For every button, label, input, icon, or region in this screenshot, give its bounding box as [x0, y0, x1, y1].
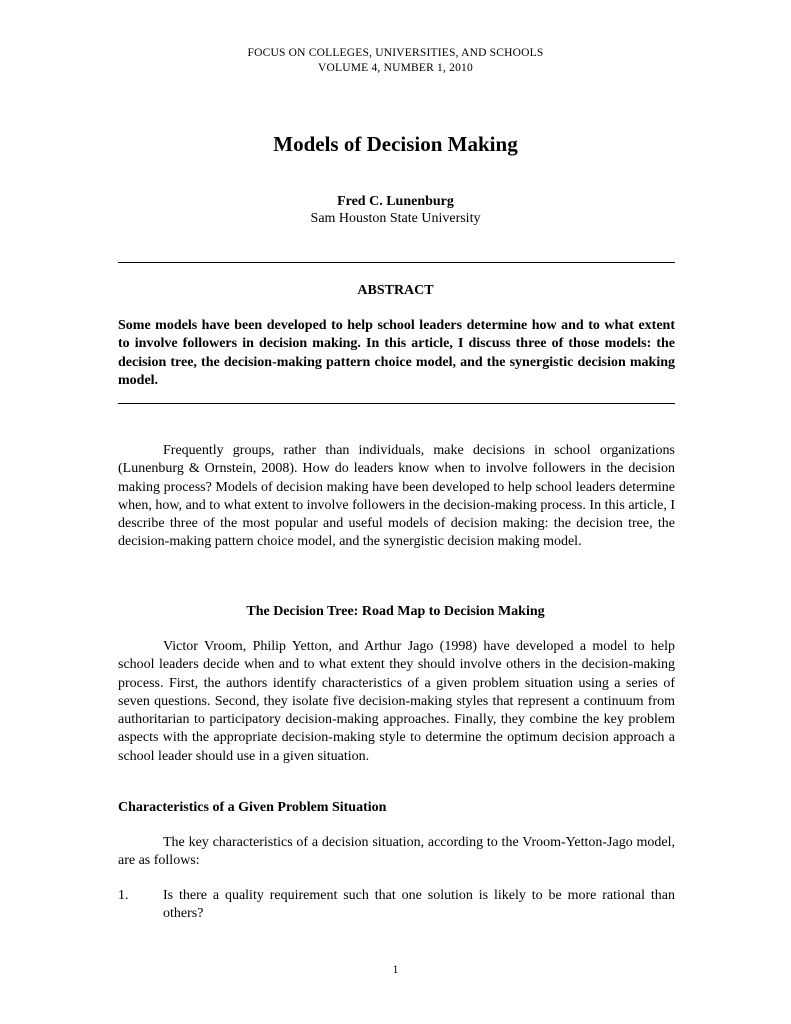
abstract-heading: ABSTRACT — [357, 283, 434, 298]
author-affiliation: Sam Houston State University — [310, 211, 481, 226]
section-heading-decision-tree: The Decision Tree: Road Map to Decision Making — [246, 604, 545, 619]
abstract-top-rule — [118, 262, 675, 263]
author-name: Fred C. Lunenburg — [337, 194, 454, 209]
running-head-journal: FOCUS ON COLLEGES, UNIVERSITIES, AND SCHOOLS — [247, 47, 544, 59]
subheading-problem-characteristics: Characteristics of a Given Problem Situation — [118, 800, 387, 815]
list-item-text: Is there a quality requirement such that one solution is likely to be more rational than others? — [163, 888, 675, 922]
abstract-bottom-rule — [118, 403, 675, 404]
list-item-number: 1. — [118, 888, 129, 903]
characteristics-paragraph: The key characteristics of a decision situation, according to the Vroom-Yetton-Jago model, are as follows: — [118, 835, 675, 869]
article-title: Models of Decision Making — [273, 132, 518, 156]
abstract-text: Some models have been developed to help school leaders determine how and to what extent to involve followers in decision making. In this article, I discuss three of those models: the decision tree, the decision-making pattern choice model, and the synergistic decision making model. — [118, 318, 675, 388]
decision-tree-paragraph: Victor Vroom, Philip Yetton, and Arthur Jago (1998) have developed a model to help school leaders decide when and to what extent they should involve others in the decision-making process. First, the authors identify characteristics of a given problem situation using a series of seven questions. Second, they isolate five decision-making styles that represent a continuum from authoritarian to participatory decision-making approaches. Finally, they combine the key problem aspects with the appropriate decision-making style to determine the optimum decision approach a school leader should use in a given situation. — [118, 639, 675, 764]
page-number: 1 — [392, 964, 399, 976]
intro-paragraph: Frequently groups, rather than individuals, make decisions in school organizations (Lunenburg & Ornstein, 2008). How do leaders know when to involve followers in the decision making process? Models of decision making have been developed to help school leaders determine when, how, and to what extent to involve followers in the decision-making process. In this article, I describe three of the most popular and useful models of decision making: the decision tree, the decision-making pattern choice model, and the synergistic decision making model. — [118, 443, 675, 550]
running-head-volume: VOLUME 4, NUMBER 1, 2010 — [318, 62, 473, 74]
